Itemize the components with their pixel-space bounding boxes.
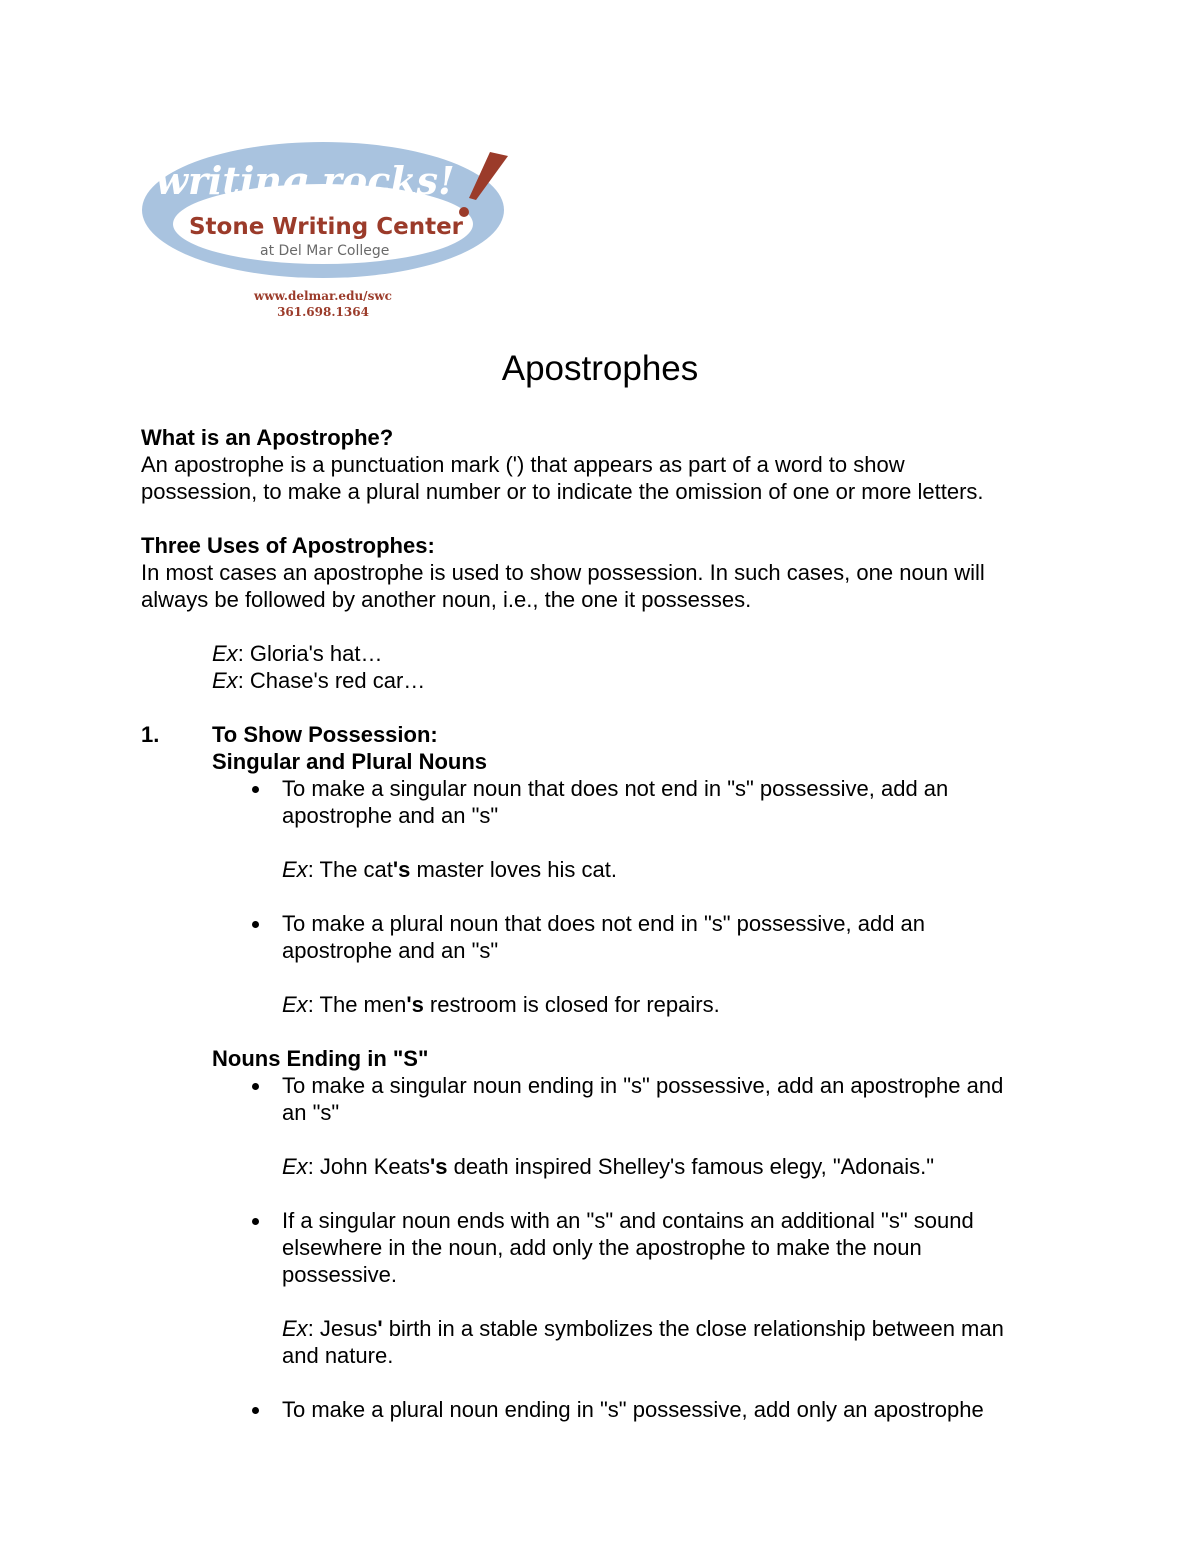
example-line: Ex: John Keats's death inspired Shelley's famous elegy, "Adonais."	[282, 1154, 935, 1179]
section-number: 1.	[141, 722, 160, 747]
list-item: To make a plural noun ending in "s" possessive, add only an apostrophe	[141, 1396, 1071, 1423]
example-line: Ex: The men's restroom is closed for repairs.	[282, 992, 720, 1017]
list-item: To make a plural noun that does not end in "s" possessive, add an apostrophe and an "s" Ex: The men's restroom is closed for repairs.	[141, 910, 1071, 1018]
what-line: possession, to make a plural number or to indicate the omission of one or more letters.	[141, 479, 984, 504]
example-line: Ex: Jesus' birth in a stable symbolizes the close relationship between man	[282, 1316, 1004, 1341]
example-line: Ex: Gloria's hat…	[212, 641, 383, 666]
example-line: Ex: The cat's master loves his cat.	[282, 857, 617, 882]
example-line: Ex: Chase's red car…	[212, 668, 426, 693]
uses-line: In most cases an apostrophe is used to show possession. In such cases, one noun will	[141, 560, 985, 585]
logo-phone: 361.698.1364	[277, 305, 369, 319]
subsection-heading: Nouns Ending in "S"	[212, 1046, 429, 1071]
bullet-icon	[252, 1218, 259, 1225]
subsection-heading: Singular and Plural Nouns	[212, 749, 488, 774]
logo-college: at Del Mar College	[260, 243, 390, 259]
logo-tagline: writing rocks!	[155, 158, 455, 203]
page-title: Apostrophes	[501, 349, 699, 388]
logo-url: www.delmar.edu/swc	[254, 289, 392, 303]
what-line: An apostrophe is a punctuation mark (') that appears as part of a word to show	[141, 452, 905, 477]
bullet-icon	[252, 786, 259, 793]
list-item: If a singular noun ends with an "s" and contains an additional "s" sound elsewhere in the noun, add only the apostrophe to make the noun possessive. Ex: Jesus' birth in a stable symbolizes the close relationship between man and nature.	[141, 1207, 1071, 1369]
uses-heading: Three Uses of Apostrophes:	[141, 533, 435, 558]
list-item: To make a singular noun that does not end in "s" possessive, add an apostrophe and an "s" Ex: The cat's master loves his cat.	[141, 775, 1071, 883]
what-heading: What is an Apostrophe?	[141, 425, 394, 450]
logo-name: Stone Writing Center	[188, 214, 464, 240]
section-heading: 1. To Show Possession:	[141, 722, 438, 747]
uses-line: always be followed by another noun, i.e., the one it possesses.	[141, 587, 752, 612]
stone-writing-center-logo	[140, 138, 512, 322]
list-item: To make a singular noun ending in "s" possessive, add an apostrophe and an "s" Ex: John Keats's death inspired Shelley's famous elegy, "Adonais."	[141, 1072, 1071, 1180]
document-body	[141, 424, 1071, 1423]
bullet-icon	[252, 1407, 259, 1414]
bullet-icon	[252, 1083, 259, 1090]
bullet-icon	[252, 921, 259, 928]
